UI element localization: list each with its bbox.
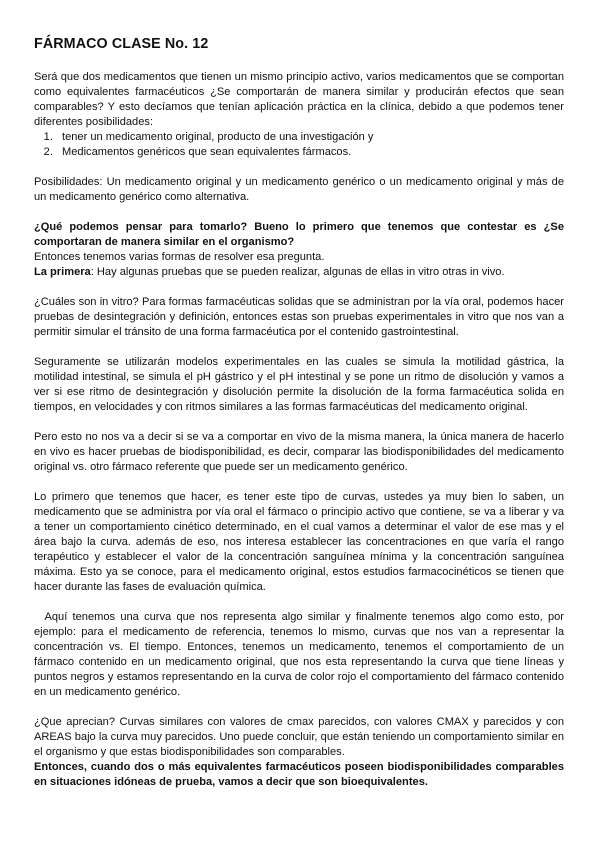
entonces-line: Entonces tenemos varias formas de resolver esa pregunta. xyxy=(34,251,325,263)
models-paragraph: Seguramente se utilizarán modelos experimentales en las cuales se simula la motilidad gástrica, la motilidad intestinal, se simula el pH gástrico y el pH intestinal y se pone un ritmo de disolución y vamos a ver si ese ritmo de desintegración y disolución permite la disolución de la forma farmacéutica solida en tiempos, en velocidades y con ritmos similares a las formas farmacéuticas del medicamento original. xyxy=(34,356,564,413)
reference-curve-paragraph: Aquí tenemos una curva que nos representa algo similar y finalmente tenemos algo como esto, por ejemplo: para el medicamento de referencia, tenemos lo mismo, curvas que nos van a representar la concentración vs. El tiempo. Entonces, tenemos un medicamento, tenemos el comportamiento de un fármaco contenido en un medicamento original, que nos esta representando la curva que tiene líneas y puntos negros y estamos representando en la curva de color rojo el comportamiento del fármaco contenido en un medicamento genérico. xyxy=(34,611,568,698)
possibilities-list xyxy=(34,130,564,160)
intro-paragraph: Será que dos medicamentos que tienen un mismo principio activo, varios medicamentos que se comportan como equivalentes farmacéuticos ¿Se comportarán de manera similar y producirán efectos que sean comparables? Y esto decíamos que tenían aplicación práctica en la clínica, debido a que podemos tener diferentes posibilidades: xyxy=(34,71,564,128)
primera-line xyxy=(34,265,564,280)
question-heading: ¿Qué podemos pensar para tomarlo? Bueno lo primero que tenemos que contestar es ¿Se comportaran de manera similar en el organismo? xyxy=(34,221,564,248)
possibilities-paragraph: Posibilidades: Un medicamento original y un medicamento genérico o un medicamento original y más de un medicamento genérico como alternativa. xyxy=(34,176,564,203)
invivo-paragraph: Pero esto no nos va a decir si se va a comportar en vivo de la misma manera, la única manera de hacerlo en vivo es hacer pruebas de biodisponibilidad, es decir, comparar las biodisponibilidades del medicamento original vs. otro fármaco referente que puede ser un medicamento genérico. xyxy=(34,431,564,473)
conclusion-paragraph: Entonces, cuando dos o más equivalentes farmacéuticos poseen biodisponibilidades comparables en situaciones idóneas de prueba, vamos a decir que son bioequivalentes. xyxy=(34,761,564,788)
primera-text: : Hay algunas pruebas que se pueden realizar, algunas de ellas in vitro otras in vivo. xyxy=(90,266,505,278)
invitro-paragraph: ¿Cuáles son in vitro? Para formas farmacéuticas solidas que se administran por la vía oral, podemos hacer pruebas de desintegración y definición, entonces estas son pruebas experimentales in vitro que nos van a permitir simular el tránsito de una forma farmacéutica por el contenido gastrointestinal. xyxy=(34,296,564,338)
comparison-paragraph: ¿Que aprecian? Curvas similares con valores de cmax parecidos, con valores CMAX y parecidos y con AREAS bajo la curva muy parecidos. Uno puede concluir, que están teniendo un comportamiento similar en el organismo y que estas biodisponibilidades son comparables. xyxy=(34,716,564,758)
list-item: 2. Medicamentos genéricos que sean equivalentes fármacos. xyxy=(56,145,564,160)
curves-paragraph: Lo primero que tenemos que hacer, es tener este tipo de curvas, ustedes ya muy bien lo saben, un medicamento que se administra por vía oral el fármaco o principio activo que contiene, se va a liberar y va a tener un comportamiento cinético determinado, en el cual vamos a determinar el valor de ese mas y el área bajo la curva. además de eso, nos interesa establecer las concentraciones en que varía el rango terapéutico y establecer el valor de la concentración sanguínea mínima y la concentración sanguínea máxima. Esto ya se conoce, para el medicamento original, estos estudios farmacocinéticos se tienen que hacer durante las fases de evaluación química. xyxy=(34,491,564,593)
document-page xyxy=(34,36,568,790)
primera-label: La primera xyxy=(34,266,91,278)
list-item: 1. tener un medicamento original, producto de una investigación y xyxy=(56,130,564,145)
document-title: FÁRMACO CLASE No. 12 xyxy=(34,36,209,52)
